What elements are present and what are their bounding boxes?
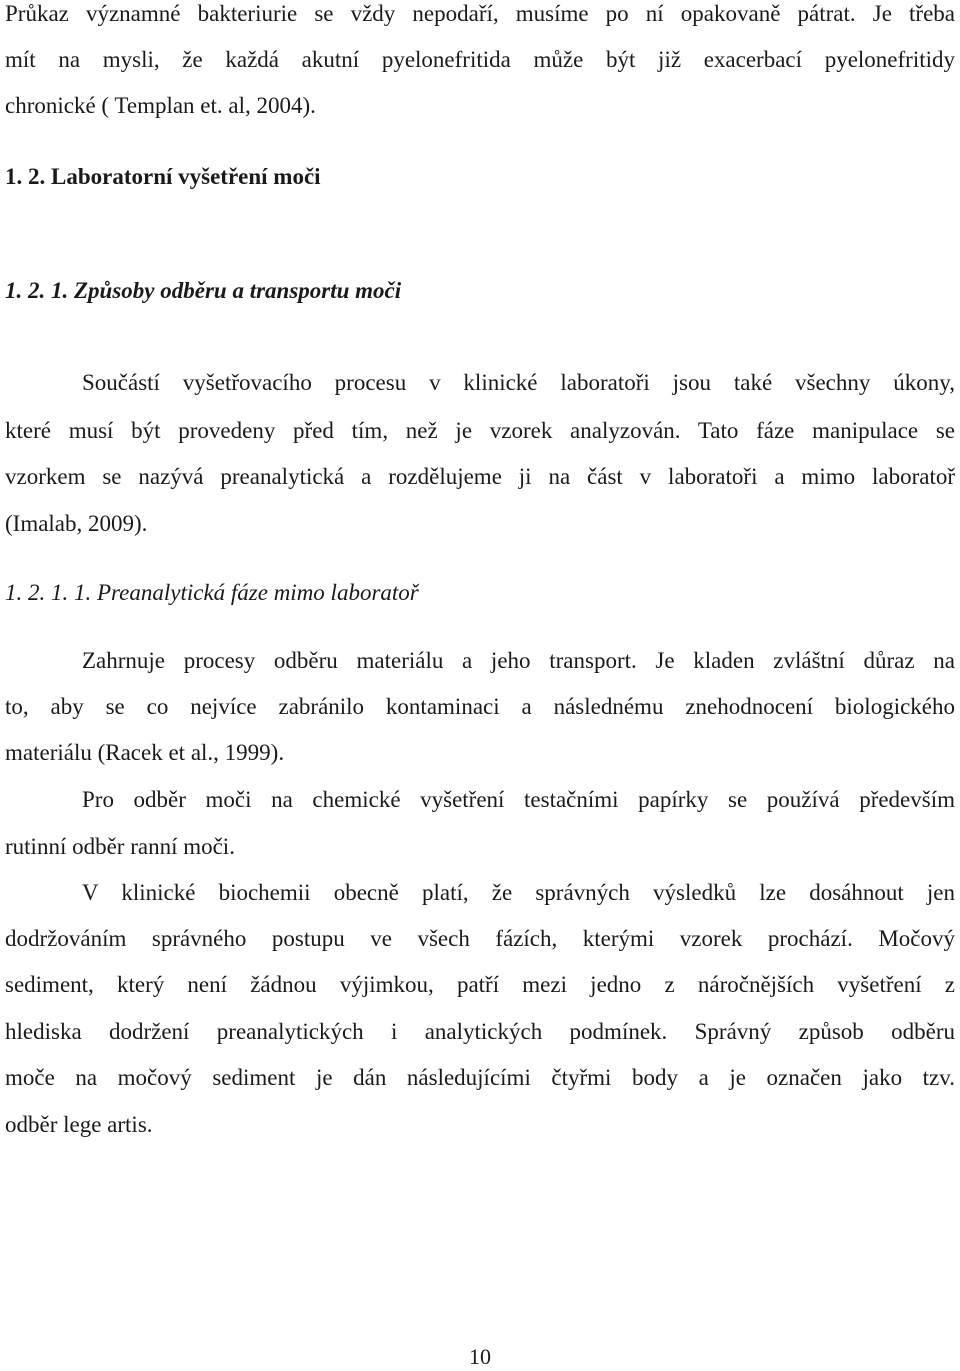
paragraph-line: chronické ( Templan et. al, 2004). (5, 93, 316, 118)
paragraph-line: Průkaz významné bakteriurie se vždy nepodaří, musíme po ní opakovaně pátrat. Je třeba (5, 1, 955, 26)
paragraph-line: rutinní odběr ranní moči. (5, 834, 235, 859)
paragraph-line: materiálu (Racek et al., 1999). (5, 740, 285, 765)
paragraph-line: mít na mysli, že každá akutní pyelonefritida může být již exacerbací pyelonefritidy (5, 47, 955, 72)
paragraph-line: Součástí vyšetřovacího procesu v klinické laboratoři jsou také všechny úkony, (82, 370, 955, 395)
paragraph-line: sediment, který není žádnou výjimkou, patří mezi jedno z náročnějších vyšetření z (5, 972, 955, 997)
subsubsection-heading: 1. 2. 1. 1. Preanalytická fáze mimo laboratoř (5, 580, 419, 605)
paragraph-line: moče na močový sediment je dán následujícími čtyřmi body a je označen jako tzv. (5, 1065, 955, 1090)
paragraph-line: V klinické biochemii obecně platí, že správných výsledků lze dosáhnout jen (82, 880, 955, 905)
paragraph-line: hlediska dodržení preanalytických i analytických podmínek. Správný způsob odběru (5, 1019, 955, 1044)
paragraph-line: Zahrnuje procesy odběru materiálu a jeho transport. Je kladen zvláštní důraz na (82, 648, 955, 673)
paragraph-line: vzorkem se nazývá preanalytická a rozdělujeme ji na část v laboratoři a mimo laboratoř (5, 464, 955, 489)
paragraph-line: které musí být provedeny před tím, než je vzorek analyzován. Tato fáze manipulace se (5, 418, 955, 443)
subsection-heading: 1. 2. 1. Způsoby odběru a transportu moči (5, 278, 402, 303)
paragraph-line: odběr lege artis. (5, 1112, 153, 1137)
section-heading: 1. 2. Laboratorní vyšetření moči (5, 164, 321, 189)
paragraph-line: dodržováním správného postupu ve všech fázích, kterými vzorek prochází. Močový (5, 926, 955, 951)
paragraph-line: to, aby se co nejvíce zabránilo kontaminaci a následnému znehodnocení biologického (5, 694, 955, 719)
paragraph-line: Pro odběr moči na chemické vyšetření testačními papírky se používá především (82, 787, 955, 812)
page-number: 10 (469, 1344, 491, 1369)
paragraph-line: (Imalab, 2009). (5, 511, 148, 536)
